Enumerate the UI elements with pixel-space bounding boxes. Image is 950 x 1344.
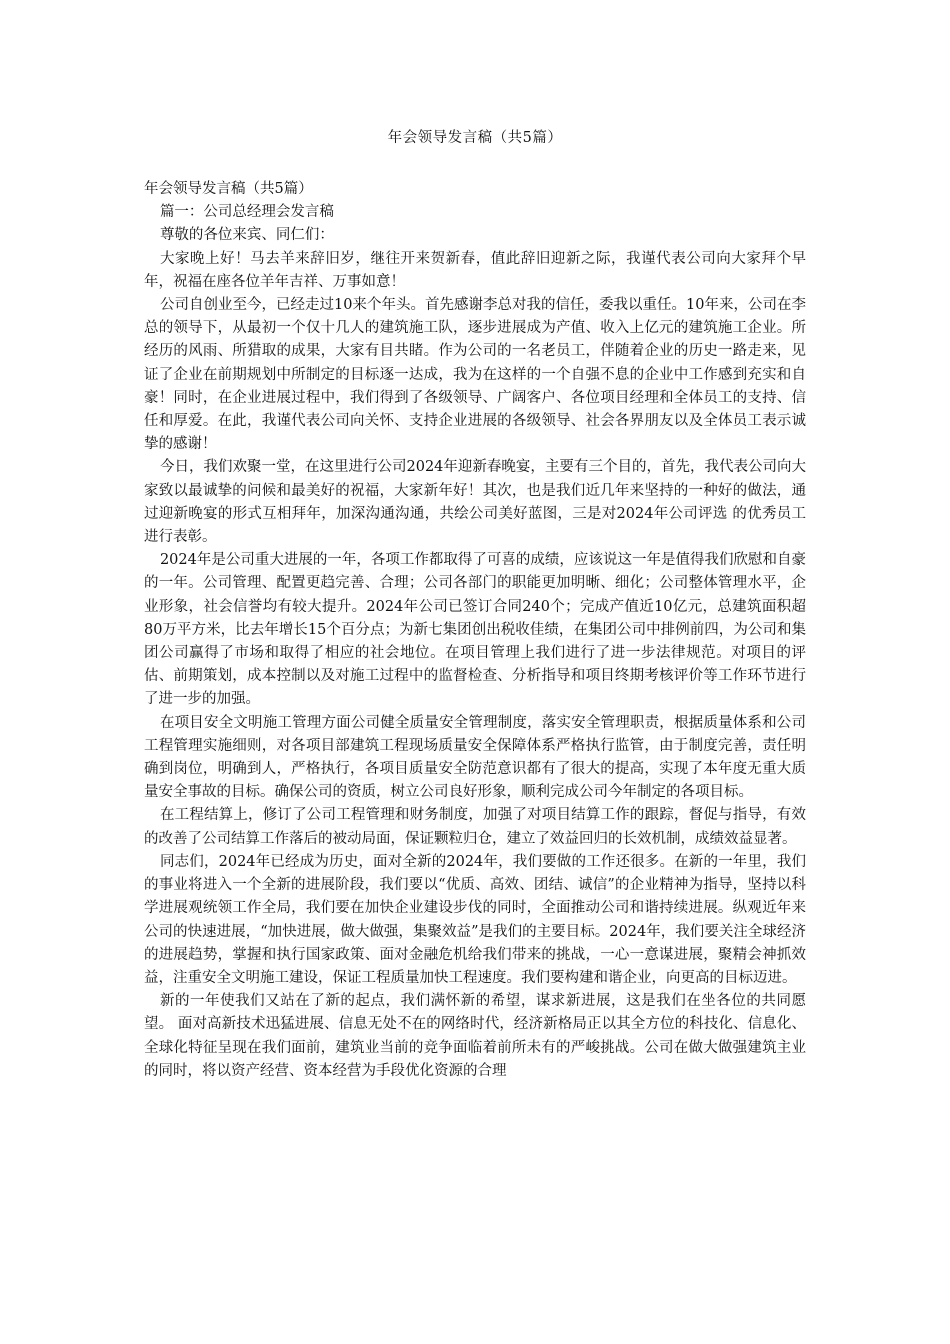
paragraph-3: 今日，我们欢聚一堂，在这里进行公司2024年迎新春晚宴，主要有三个目的，首先，我代表公司向大家致以最诚挚的问候和最美好的祝福，大家新年好！其次，也是我们近几年来坚持的一种好的做法，通过迎新晚宴的形式互相拜年，加深沟通沟通，共绘公司美好蓝图，三是对2024年公司评选 的优秀员工进行表彰。 (144, 459, 806, 546)
section-title: 篇一：公司总经理会发言稿 (159, 204, 334, 221)
paragraph-7: 同志们，2024年已经成为历史，面对全新的2024年，我们要做的工作还很多。在新的一年里，我们的事业将进入一个全新的进展阶段，我们要以“优质、高效、团结、诚信”的企业精神为指导，坚持以科学进展观统领工作全局，我们要在加快企业建设步伐的同时，全面推动公司和谐持续进展。纵观近年来公司的快速进展，“加快进展，做大做强，集聚效益”是我们的主要目标。2024年，我们要关注全球经济的进展趋势，掌握和执行国家政策、面对金融危机给我们带来的挑战，一心一意谋进展，聚精会神抓效益，注重安全文明施工建设，保证工程质量加快工程速度。我们要构建和谐企业，向更高的目标迈进。 (144, 853, 806, 986)
paragraph-6: 在工程结算上，修订了公司工程管理和财务制度，加强了对项目结算工作的跟踪，督促与指导，有效的改善了公司结算工作落后的被动局面，保证颗粒归仓，建立了效益回归的长效机制，成绩效益显著。 (144, 807, 806, 847)
document-heading: 年会领导发言稿（共5篇） (144, 181, 313, 197)
paragraph-4: 2024年是公司重大进展的一年，各项工作都取得了可喜的成绩，应该说这一年是值得我们欣慰和自豪的一年。公司管理、配置更趋完善、合理；公司各部门的职能更加明晰、细化；公司整体管理水平，企业形象，社会信誉均有较大提升。2024年公司已签订合同240个；完成产值近10亿元，总建筑面积超80万平方米，比去年增长15个百分点；为新七集团创出税收佳绩，在集团公司中排例前四，为公司和集团公司赢得了市场和取得了相应的社会地位。在项目管理上我们进行了进一步法律规范。对项目的评估、前期策划，成本控制以及对施工过程中的监督检查、分析指导和项目终期考核评价等工作环节进行了进一步的加强。 (144, 552, 806, 708)
paragraph-8: 新的一年使我们又站在了新的起点，我们满怀新的希望，谋求新进展，这是我们在坐各位的共同愿望。 面对高新技术迅猛进展、信息无处不在的网络时代，经济新格局正以其全方位的科技化、信息化、全球化特征呈现在我们面前，建筑业当前的竞争面临着前所未有的严峻挑战。公司在做大做强建筑主业的同时，将以资产经营、资本经营为手段优化资源的合理 (144, 993, 806, 1079)
paragraph-5: 在项目安全文明施工管理方面公司健全质量安全管理制度，落实安全管理职责，根据质量体系和公司工程管理实施细则，对各项目部建筑工程现场质量安全保障体系严格执行监管，由于制度完善，责任明确到岗位，明确到人，严格执行，各项目质量安全防范意识都有了很大的提高，实现了本年度无重大质量安全事故的目标。确保公司的资质，树立公司良好形象，顺利完成公司今年制定的各项目标。 (144, 714, 806, 801)
salutation: 尊敬的各位来宾、同仁们： (159, 227, 334, 244)
page-title: 年会领导发言稿（共5篇） (387, 130, 563, 146)
paragraph-2: 公司自创业至今，已经走过10来个年头。首先感谢李总对我的信任，委我以重任。10年来，公司在李总的领导下，从最初一个仅十几人的建筑施工队，逐步进展成为产值、收入上亿元的建筑施工企业。所经历的风雨、所猎取的成果，大家有目共睹。作为公司的一名老员工，伴随着企业的历史一路走来，见证了企业在前期规划中所制定的目标逐一达成，我为在这样的一个自强不息的企业中工作感到充实和自豪！同时，在企业进展过程中，我们得到了各级领导、广阔客户、各位项目经理和全体员工的支持、信任和厚爱。在此，我谨代表公司向关怀、支持企业进展的各级领导、社会各界朋友以及全体员工表示诚挚的感谢！ (144, 297, 806, 453)
paragraph-1: 大家晚上好！马去羊来辞旧岁，继往开来贺新春，值此辞旧迎新之际，我谨代表公司向大家拜个早年，祝福在座各位羊年吉祥、万事如意！ (144, 250, 806, 290)
document-body (144, 178, 806, 1083)
